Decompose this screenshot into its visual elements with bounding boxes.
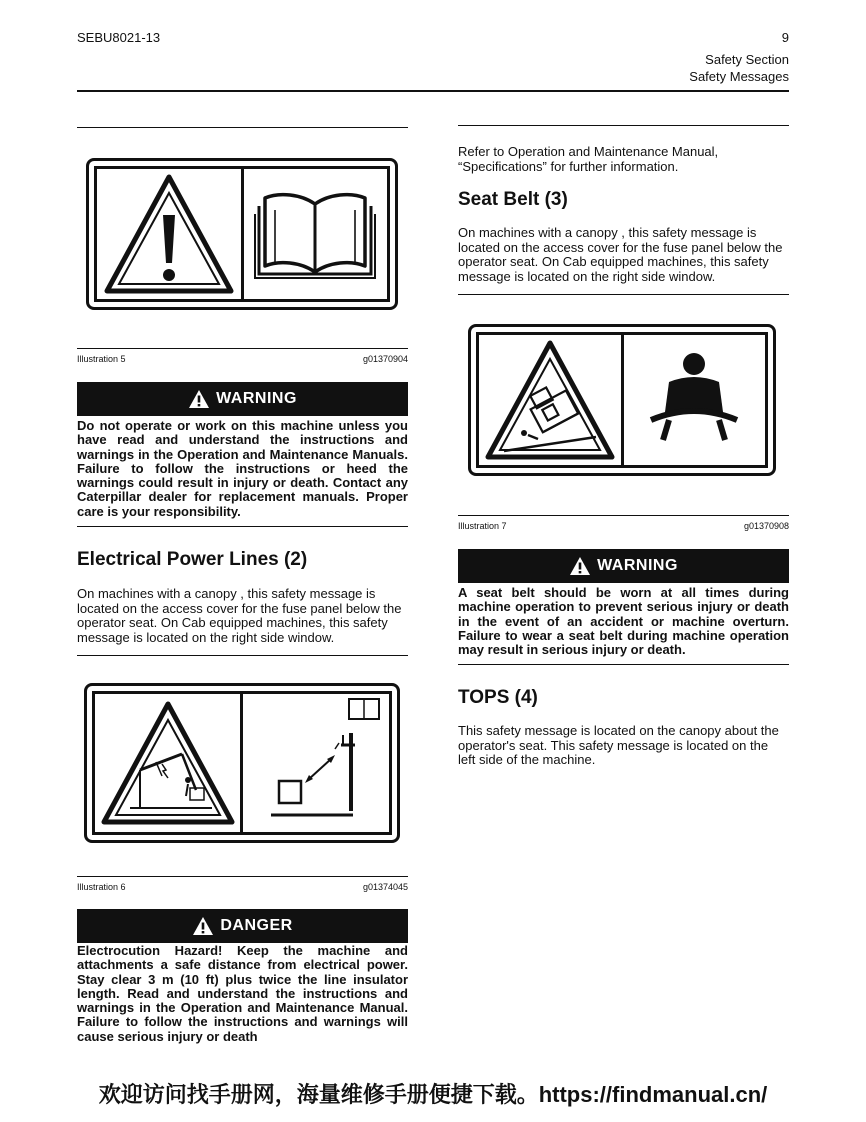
divider [77,526,408,527]
alert-triangle-icon [569,556,591,576]
illustration-6-caption [77,882,408,892]
divider [458,515,789,516]
signal-word: DANGER [220,917,293,934]
section-line-1: Safety Section [705,52,789,67]
danger-signal-bar [77,909,408,943]
rollover-triangle-icon [484,339,616,461]
section-heading: TOPS (4) [458,687,538,708]
power-lines-decal [84,683,400,843]
section-title [689,51,789,85]
illustration-label: Illustration 7 [458,521,507,531]
illustration-7-caption [458,521,789,531]
open-book-icon [251,188,379,280]
document-id: SEBU8021-13 [77,30,161,45]
section-heading: Seat Belt (3) [458,189,568,210]
seat-belt-decal [468,324,776,476]
danger-text: Electrocution Hazard! Keep the machine and attachments a safe distance from electrical power. Stay clear 3 m (10 ft) plus twice the line insulator length. Read and understand the instructions and warnings in the Operation and Maintenance Manual. Failure to follow the instructions and warnings will cause serious injury or death [77,943,408,1044]
graphic-code: g01370904 [362,354,408,364]
electrocution-triangle-icon [100,700,236,826]
alert-triangle-icon [188,389,210,409]
warning-text: A seat belt should be worn at all times during machine operation to prevent serious injury or death in the event of an accident or machine overturn. Failure to wear a seat belt during machine operation may result in serious injury or death. [458,585,789,658]
divider [77,655,408,656]
warning-triangle-icon [103,173,235,295]
seat-belt-person-icon [639,350,749,450]
section-body: On machines with a canopy , this safety message is located on the access cover for the fuse panel below the operator seat. On Cab equipped machines, this safety message is located on the right side window. [458,225,783,284]
warning-signal-bar [77,382,408,416]
section-line-2: Safety Messages [689,69,789,84]
alert-triangle-icon [192,916,214,936]
divider [77,876,408,877]
graphic-code: g01374045 [362,882,408,892]
safe-distance-icon [243,693,393,833]
section-body: This safety message is located on the canopy about the operator's seat. This safety message is located on the left side of the machine. [458,723,779,768]
divider [458,294,789,295]
read-manual-decal [86,158,398,310]
header-rule [77,90,789,92]
illustration-label: Illustration 6 [77,882,126,892]
divider [458,664,789,665]
illustration-label: Illustration 5 [77,354,126,364]
section-body: On machines with a canopy , this safety message is located on the access cover for the fuse panel below the operator seat. On Cab equipped machines, this safety message is located on the right side window. [77,586,402,645]
divider [458,125,789,126]
page-number: 9 [781,30,789,45]
graphic-code: g01370908 [743,521,789,531]
signal-word: WARNING [597,557,678,574]
divider [77,127,408,128]
illustration-5-caption [77,354,408,364]
signal-word: WARNING [216,390,297,407]
refer-text: Refer to Operation and Maintenance Manual, “Specifications” for further information. [458,144,719,174]
section-heading: Electrical Power Lines (2) [77,549,308,570]
warning-text: Do not operate or work on this machine unless you have read and understand the instructions and warnings in the Operation and Maintenance Manuals. Failure to follow the instructions or heed the warnings could result in injury or death. Contact any Caterpillar dealer for replacement manuals. Proper care is your responsibility. [77,418,408,519]
footer-watermark: 欢迎访问找手册网，海量维修手册便捷下载。https://findmanual.cn/ [98,1082,768,1107]
warning-signal-bar [458,549,789,583]
divider [77,348,408,349]
